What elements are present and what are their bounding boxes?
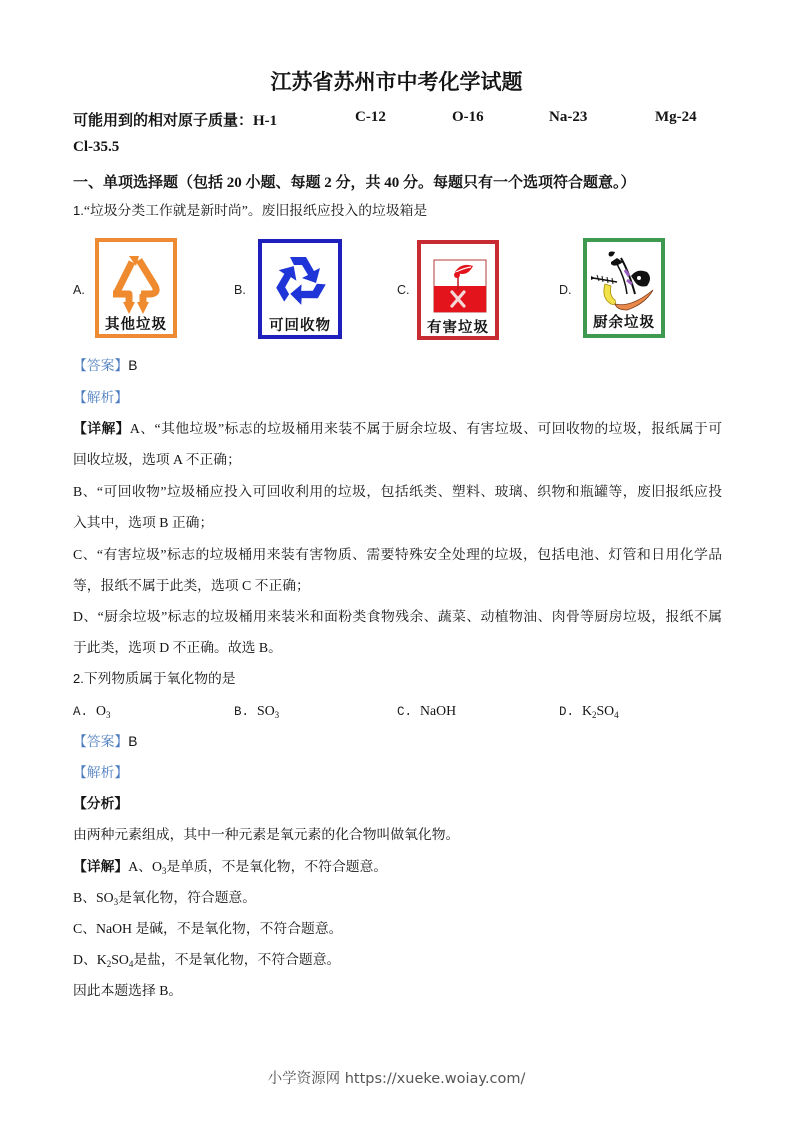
q1-detail-line-6: 等，报纸不属于此类，选项 C 不正确； <box>73 578 310 593</box>
option-c-letter: C. <box>397 283 410 297</box>
option-d-label: 厨余垃圾 <box>593 315 655 331</box>
option-c-hazardous-waste-logo[interactable] <box>417 240 499 340</box>
atomic-mass-mg: Mg-24 <box>655 109 697 125</box>
option-b-label: 可回收物 <box>269 318 331 334</box>
detail-tag: 【详解】 <box>73 421 130 436</box>
atomic-masses-label: 可能用到的相对原子质量： <box>73 113 254 129</box>
atomic-mass-o: O-16 <box>452 109 484 125</box>
answer-value: B <box>128 358 138 373</box>
atomic-mass-na: Na-23 <box>549 109 588 125</box>
answer-value: B <box>128 734 138 749</box>
option-a-letter: A. <box>73 283 85 297</box>
question-2-fenxi-heading <box>73 795 722 813</box>
analysis-tag: 【解析】 <box>73 765 129 780</box>
question-text: 下列物质属于氧化物的是 <box>83 671 236 686</box>
option-b-recyclable-logo[interactable] <box>258 239 342 339</box>
q2-detail-line-1: 【详解】A、$O_3$是单质，不是氧化物，不符合题意。 <box>73 859 388 876</box>
analysis-tag: 【解析】 <box>73 390 129 405</box>
q2-conclusion: 因此本题选择 B。 <box>73 983 183 998</box>
question-number: 2. <box>73 671 84 686</box>
q2-detail-line-3: C、NaOH 是碱，不是氧化物，不符合题意。 <box>73 921 343 936</box>
q1-detail-line-8: 于此类，选项 D 不正确。故选 B。 <box>73 640 282 655</box>
option-d-kitchen-waste-logo[interactable] <box>583 238 665 338</box>
q2-option-c[interactable]: C. NaOH <box>397 703 457 719</box>
q1-detail-line-4: 入其中，选项 B 正确； <box>73 515 214 530</box>
question-2-stem <box>73 670 722 688</box>
q2-option-b[interactable]: B. $SO_3$ <box>234 703 280 720</box>
q1-detail-line-3: B、“可回收物”垃圾桶应投入可回收利用的垃圾，包括纸类、塑料、玻璃、织物和瓶罐等，废旧报纸应投 <box>73 484 722 499</box>
answer-tag: 【答案】 <box>73 734 129 749</box>
page-title: 江苏省苏州市中考化学试题 <box>270 70 523 94</box>
q2-detail-line-4: D、$K_2SO_4$是盐，不是氧化物，不符合题意。 <box>73 952 341 969</box>
footer-watermark: 小学资源网 https://xueke.woiay.com/ <box>267 1071 526 1087</box>
q1-detail-line-5: C、“有害垃圾”标志的垃圾桶用来装有害物质、需要特殊安全处理的垃圾，包括电池、灯管和日用化学品 <box>73 547 722 562</box>
atomic-mass-cl: Cl-35.5 <box>73 139 120 155</box>
detail-tag: 【详解】 <box>73 859 129 874</box>
q1-detail-line-7: D、“厨余垃圾”标志的垃圾桶用来装米和面粉类食物残余、蔬菜、动植物油、肉骨等厨房垃圾，报纸不属 <box>73 609 722 624</box>
q2-option-a[interactable]: A. $O_3$ <box>73 703 111 720</box>
question-2-analysis-heading <box>73 764 722 782</box>
question-1-analysis-heading <box>73 389 722 407</box>
option-c-label: 有害垃圾 <box>427 320 489 336</box>
q2-detail-line-2: B、$SO_3$是氧化物，符合题意。 <box>73 890 257 907</box>
option-a-label: 其他垃圾 <box>105 317 167 333</box>
answer-tag: 【答案】 <box>73 358 129 373</box>
q1-detail-line-1: 【详解】A、“其他垃圾”标志的垃圾桶用来装不属于厨余垃圾、有害垃圾、可回收物的垃圾，报纸属于可 <box>73 421 722 436</box>
fenxi-tag: 【分析】 <box>73 796 129 811</box>
question-1-answer <box>73 357 722 375</box>
atomic-mass-c: C-12 <box>355 109 386 125</box>
section-heading: 一、单项选择题（包括 20 小题、每题 2 分，共 40 分。每题只有一个选项符合题意。） <box>73 175 636 191</box>
question-text: “垃圾分类工作就是新时尚”。废旧报纸应投入的垃圾箱是 <box>83 203 428 218</box>
q2-option-d[interactable]: D. $K_2SO_4$ <box>559 703 619 720</box>
question-number: 1. <box>73 203 84 218</box>
atomic-mass-h: H-1 <box>253 113 278 129</box>
q1-detail-line-2: 回收垃圾，选项 A 不正确； <box>73 452 241 467</box>
oxide-definition: 由两种元素组成，其中一种元素是氧元素的化合物叫做氧化物。 <box>73 827 460 842</box>
option-d-letter: D. <box>559 283 572 297</box>
question-2-answer <box>73 733 722 751</box>
option-a-other-waste-logo[interactable] <box>95 238 177 338</box>
option-b-letter: B. <box>234 283 246 297</box>
question-1-stem <box>73 202 722 220</box>
